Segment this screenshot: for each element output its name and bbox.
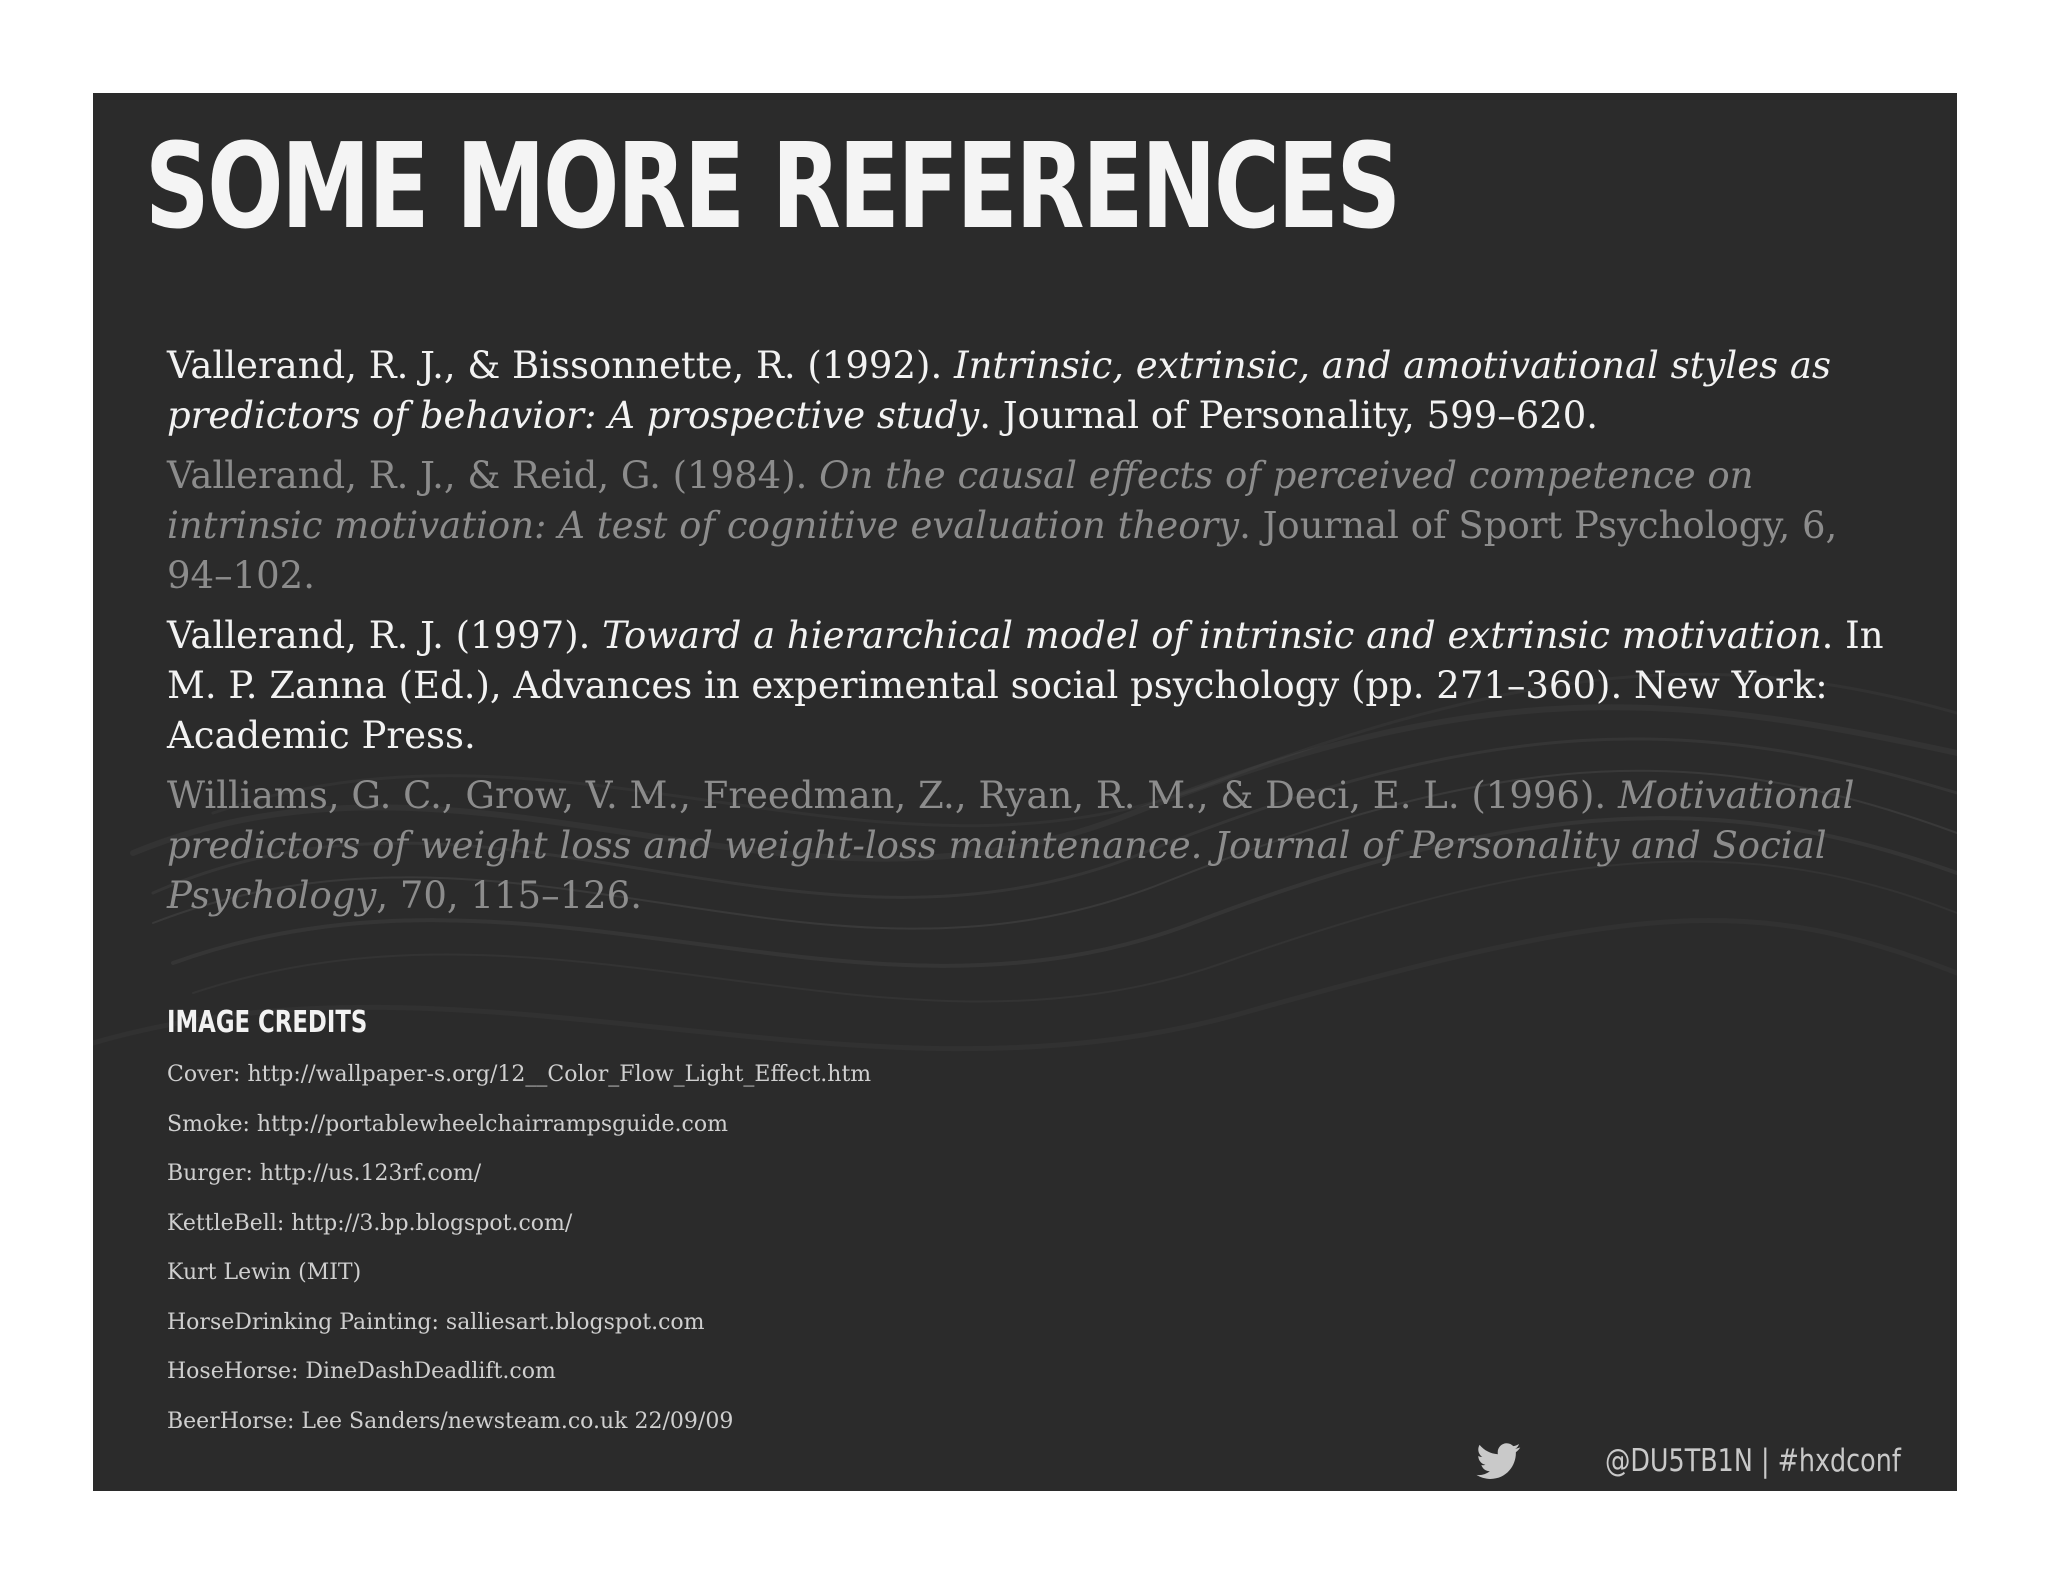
reference-item [167,771,1907,921]
twitter-bird-icon [1470,1439,1528,1483]
image-credits-heading: IMAGE CREDITS [167,1005,368,1040]
image-credit-item: KettleBell: http://3.bp.blogspot.com/ [167,1210,573,1236]
reference-item [167,341,1907,441]
image-credit-item: Smoke: http://portablewheelchairrampsguide.com [167,1111,728,1137]
slide [93,93,1957,1491]
reference-source: , 70, 115–126. [376,874,642,917]
reference-authors: Vallerand, R. J., & Bissonnette, R. (1992). [167,344,954,387]
reference-source: . Journal of Sport Psychology, 6, 94–102. [167,504,1838,597]
image-credit-item: HoseHorse: DineDashDeadlift.com [167,1359,556,1384]
footer-social [1470,1439,1901,1483]
reference-item [167,611,1907,761]
reference-authors: Vallerand, R. J., & Reid, G. (1984). [167,454,820,497]
reference-item [167,451,1907,601]
image-credit-item: Burger: http://us.123rf.com/ [167,1161,482,1186]
footer-handle: @DU5TB1N | #hxdconf [1605,1443,1901,1479]
image-credit-item: Kurt Lewin (MIT) [167,1260,362,1285]
reference-authors: Williams, G. C., Grow, V. M., Freedman, Z., Ryan, R. M., & Deci, E. L. (1996). [167,774,1618,817]
reference-title: Motivational predictors of weight loss and weight-loss maintenance. Journal of Personality and Social Psychology [167,774,1855,917]
reference-source: . In M. P. Zanna (Ed.), Advances in experimental social psychology (pp. 271–360). New York: Academic Press. [167,614,1884,757]
image-credit-item: BeerHorse: Lee Sanders/newsteam.co.uk 22/09/09 [167,1408,734,1434]
reference-title: Toward a hierarchical model of intrinsic and extrinsic motivation [602,614,1822,657]
image-credit-item: HorseDrinking Painting: salliesart.blogspot.com [167,1309,705,1335]
image-credits-list [167,1061,871,1457]
reference-authors: Vallerand, R. J. (1997). [167,614,603,657]
reference-title: Intrinsic, extrinsic, and amotivational styles as predictors of behavior: A prospective study [167,344,1831,437]
reference-title: On the causal effects of perceived competence on intrinsic motivation: A test of cognitive evaluation theory [167,454,1754,547]
reference-list [167,341,1907,931]
reference-source: . Journal of Personality, 599–620. [979,394,1599,437]
image-credit-item: Cover: http://wallpaper-s.org/12__Color_Flow_Light_Effect.htm [167,1062,872,1087]
slide-title: SOME MORE REFERENCES [145,117,1399,255]
